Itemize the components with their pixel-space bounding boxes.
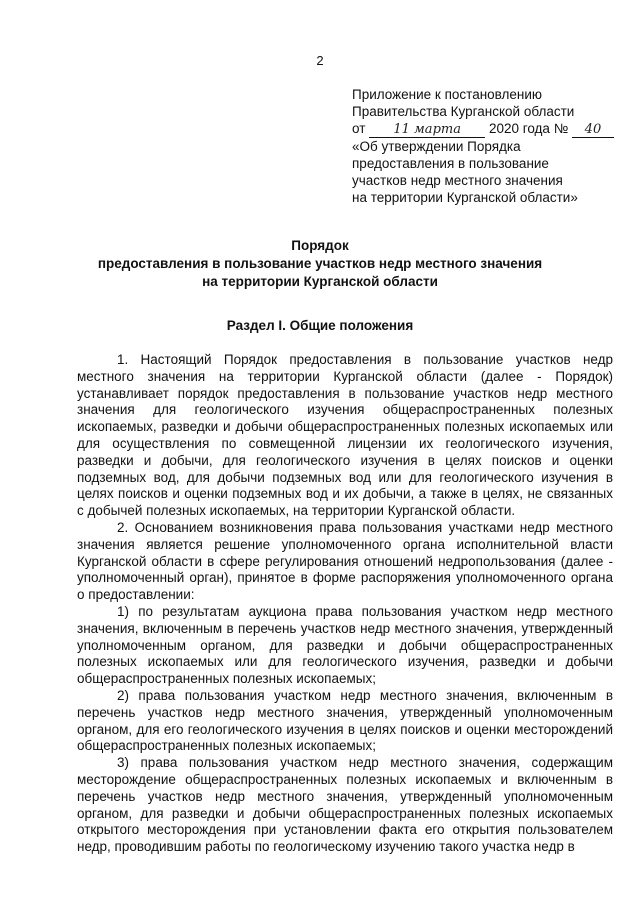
appendix-line-1: Приложение к постановлению [352, 87, 543, 102]
appendix-block [352, 86, 622, 206]
appendix-line-6: участков недр местного значения [352, 173, 563, 188]
paragraph-2-item-1: 1) по результатам аукциона права пользования участком недр местного значения, включенным в перечень участков недр местного значения, утвержденный уполномоченным органом, для разведки и добычи общераспространенных полезных ископаемых или для геологического изучения, разведки и добычи общераспространенных полезных ископаемых; [77, 603, 613, 687]
appendix-from-prefix: от [352, 121, 366, 136]
appendix-line-7: на территории Курганской области» [352, 190, 578, 205]
page-number: 2 [316, 53, 324, 68]
handwritten-date: 11 марта [369, 123, 485, 138]
appendix-date-line [352, 120, 622, 138]
appendix-line-4: «Об утверждении Порядка [352, 139, 521, 154]
section-heading: Раздел I. Общие положения [226, 318, 414, 333]
title-line-3: на территории Курганской области [202, 274, 438, 289]
appendix-line-5: предоставления в пользование [352, 156, 549, 171]
paragraph-2-item-2: 2) права пользования участком недр местного значения, включенным в перечень участков недр местного значения, утвержденный уполномоченным органом, для его геологического изучения в целях поисков и оценки месторождений общераспространенных полезных ископаемых; [77, 687, 613, 754]
document-title [0, 237, 640, 291]
paragraph-2: 2. Основанием возникновения права пользования участками недр местного значения является решение уполномоченного органа исполнительной власти Курганской области в сфере регулирования отношений недропользования (далее - уполномоченный орган), принятое в форме распоряжения уполномоченного органа о предоставлении: [77, 519, 613, 603]
body-text [77, 352, 613, 856]
paragraph-1: 1. Настоящий Порядок предоставления в пользование участков недр местного значения на территории Курганской области (далее - Порядок) устанавливает порядок предоставления в пользование участков недр местного значения для геологического изучения общераспространенных полезных ископаемых, разведки и добычи общераспространенных полезных ископаемых или для осуществления по совмещенной лицензии их геологического изучения, разведки и добычи, для геологического изучения в целях поисков и оценки подземных вод, для добычи подземных вод или для геологического изучения в целях поисков и оценки подземных вод и их добычи, а также в целях, не связанных с добычей полезных ископаемых, на территории Курганской области. [77, 352, 613, 519]
paragraph-2-item-3: 3) права пользования участком недр местного значения, содержащим месторождение общераспространенных полезных ископаемых и включенным в перечень участков недр местного значения, утвержденный уполномоченным органом, для разведки и добычи общераспространенных полезных ископаемых открытого месторождения при установлении факта его открытия пользователем недр, проводившим работы по геологическому изучению такого участка недр в [77, 755, 613, 855]
appendix-line-2: Правительства Курганской области [352, 104, 575, 119]
title-line-2: предоставления в пользование участков недр местного значения [97, 256, 543, 271]
appendix-year-text: 2020 года № [488, 121, 569, 136]
handwritten-number: 40 [572, 123, 614, 138]
title-line-1: Порядок [291, 238, 349, 253]
